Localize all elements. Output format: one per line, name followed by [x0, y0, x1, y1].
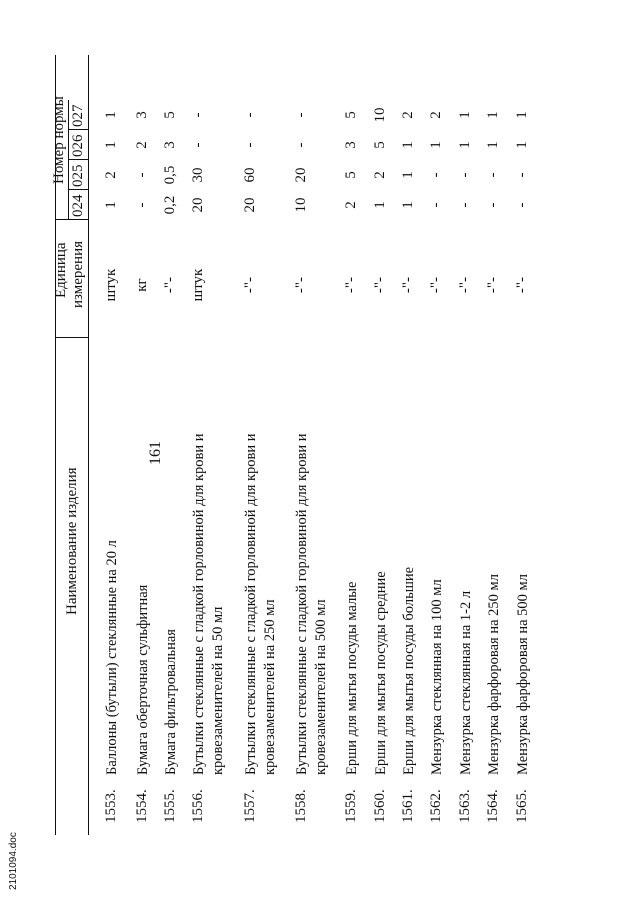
row-value-026: 2	[134, 141, 150, 149]
row-name: Мензурка фарфоровая на 250 мл	[486, 574, 502, 775]
row-value-026: 1	[103, 141, 119, 149]
row-unit: -"-	[400, 276, 416, 294]
row-value-024: -	[428, 202, 444, 208]
row-number: 1561.	[400, 789, 416, 823]
document-filename: 2101094.doc	[8, 832, 19, 890]
row-number: 1562.	[428, 789, 444, 823]
page-number: 161	[147, 441, 164, 465]
row-value-025: -	[457, 172, 473, 178]
row-value-026: 5	[372, 141, 388, 149]
row-value-027: 1	[485, 111, 501, 119]
row-unit: -"-	[485, 276, 501, 294]
header-code-027: 027	[70, 104, 86, 127]
header-norms-right-rule	[55, 55, 56, 100]
header-unit-line1: Единица	[53, 242, 69, 298]
row-value-026: 1	[457, 141, 473, 149]
row-number: 1554.	[134, 789, 150, 823]
header-code-026: 026	[70, 134, 86, 157]
row-unit: -"-	[343, 276, 359, 294]
row-value-027: -	[242, 112, 258, 118]
row-number: 1563.	[457, 789, 473, 823]
row-value-024: -	[514, 202, 530, 208]
row-value-026: -	[190, 142, 206, 148]
row-value-027: 1	[103, 111, 119, 119]
row-value-025: 2	[103, 171, 119, 179]
row-value-025: -	[134, 172, 150, 178]
row-name: Мензурка стеклянная на 1-2 л	[458, 590, 474, 775]
row-value-024: 20	[190, 197, 206, 213]
row-number: 1560.	[372, 789, 388, 823]
row-value-025: -	[514, 172, 530, 178]
header-bottom-rule	[88, 55, 89, 835]
row-value-024: 20	[242, 197, 258, 213]
row-number: 1556.	[190, 789, 206, 823]
header-name: Наименование изделия	[64, 467, 80, 615]
row-value-026: -	[293, 142, 309, 148]
row-value-027: -	[293, 112, 309, 118]
row-number: 1564.	[485, 789, 501, 823]
header-unit-line2: измерения	[70, 240, 86, 308]
row-value-027: 2	[400, 111, 416, 119]
header-divider-026-027	[68, 129, 88, 130]
row-number: 1557.	[242, 789, 258, 823]
row-unit: -"-	[457, 276, 473, 294]
row-value-027: 1	[457, 111, 473, 119]
header-code-025: 025	[70, 164, 86, 187]
row-name: Бутылки стеклянные с гладкой горловиной для крови и кровезаменителей на 250 мл	[243, 433, 278, 775]
row-unit: штук	[103, 268, 119, 302]
row-value-024: -	[134, 202, 150, 208]
header-code-024: 024	[70, 194, 86, 217]
row-name: Бутылки стеклянные с гладкой горловиной для крови и кровезаменителей на 50 мл	[191, 433, 226, 775]
row-name: Бутылки стеклянные с гладкой горловиной для крови и кровезаменителей на 500 мл	[294, 433, 329, 775]
row-unit: -"-	[514, 276, 530, 294]
row-unit: -"-	[372, 276, 388, 294]
row-value-027: 5	[343, 111, 359, 119]
row-value-025: 2	[372, 171, 388, 179]
row-name: Баллоны (бутыли) стеклянные на 20 л	[104, 540, 120, 775]
row-value-025: 1	[400, 171, 416, 179]
row-value-027: -	[190, 112, 206, 118]
row-number: 1553.	[103, 789, 119, 823]
row-value-025: 30	[190, 167, 206, 183]
row-name: Мензурка стеклянная на 100 мл	[429, 579, 445, 775]
row-value-025: 20	[293, 167, 309, 183]
row-value-024: 2	[343, 201, 359, 209]
row-value-025: 5	[343, 171, 359, 179]
row-unit: -"-	[428, 276, 444, 294]
row-value-027: 5	[162, 111, 178, 119]
row-value-026: 1	[428, 141, 444, 149]
row-value-026: 3	[343, 141, 359, 149]
header-divider-025-026	[68, 159, 88, 160]
row-value-026: 1	[485, 141, 501, 149]
row-unit: -"-	[162, 276, 178, 294]
row-number: 1555.	[162, 789, 178, 823]
row-value-025: 60	[242, 167, 258, 183]
row-value-024: 1	[400, 201, 416, 209]
row-value-027: 10	[372, 107, 388, 123]
row-number: 1559.	[343, 789, 359, 823]
row-value-024: 10	[293, 197, 309, 213]
row-unit: -"-	[293, 276, 309, 294]
row-name: Ерши для мытья посуды малые	[344, 581, 360, 775]
header-divider-name-unit	[55, 337, 88, 338]
row-number: 1565.	[514, 789, 530, 823]
row-name: Ерши для мытья посуды средние	[373, 571, 389, 775]
row-value-024: 0,2	[162, 195, 178, 215]
row-value-026: 1	[400, 141, 416, 149]
row-value-024: -	[485, 202, 501, 208]
row-value-025: 0,5	[162, 165, 178, 185]
row-value-025: -	[428, 172, 444, 178]
row-name: Мензурка фарфоровая на 500 мл	[515, 574, 531, 775]
header-divider-024-025	[68, 189, 88, 190]
row-value-024: -	[457, 202, 473, 208]
row-value-024: 1	[103, 201, 119, 209]
header-norms-sub-rule	[68, 100, 69, 220]
row-name: Бумага оберточная сульфитная	[135, 584, 151, 775]
header-norms: Номер нормы	[51, 96, 67, 184]
row-value-027: 3	[134, 111, 150, 119]
row-name: Бумага фильтровальная	[163, 629, 179, 775]
row-name: Ерши для мытья посуды большие	[401, 566, 417, 775]
row-unit: -"-	[242, 276, 258, 294]
row-value-026: 1	[514, 141, 530, 149]
row-value-024: 1	[372, 201, 388, 209]
row-value-027: 1	[514, 111, 530, 119]
row-value-027: 2	[428, 111, 444, 119]
row-value-025: -	[485, 172, 501, 178]
row-value-026: -	[242, 142, 258, 148]
row-unit: кг	[134, 278, 150, 292]
row-unit: штук	[190, 268, 206, 302]
row-number: 1558.	[293, 789, 309, 823]
row-value-026: 3	[162, 141, 178, 149]
header-divider-unit-norms	[55, 219, 88, 220]
